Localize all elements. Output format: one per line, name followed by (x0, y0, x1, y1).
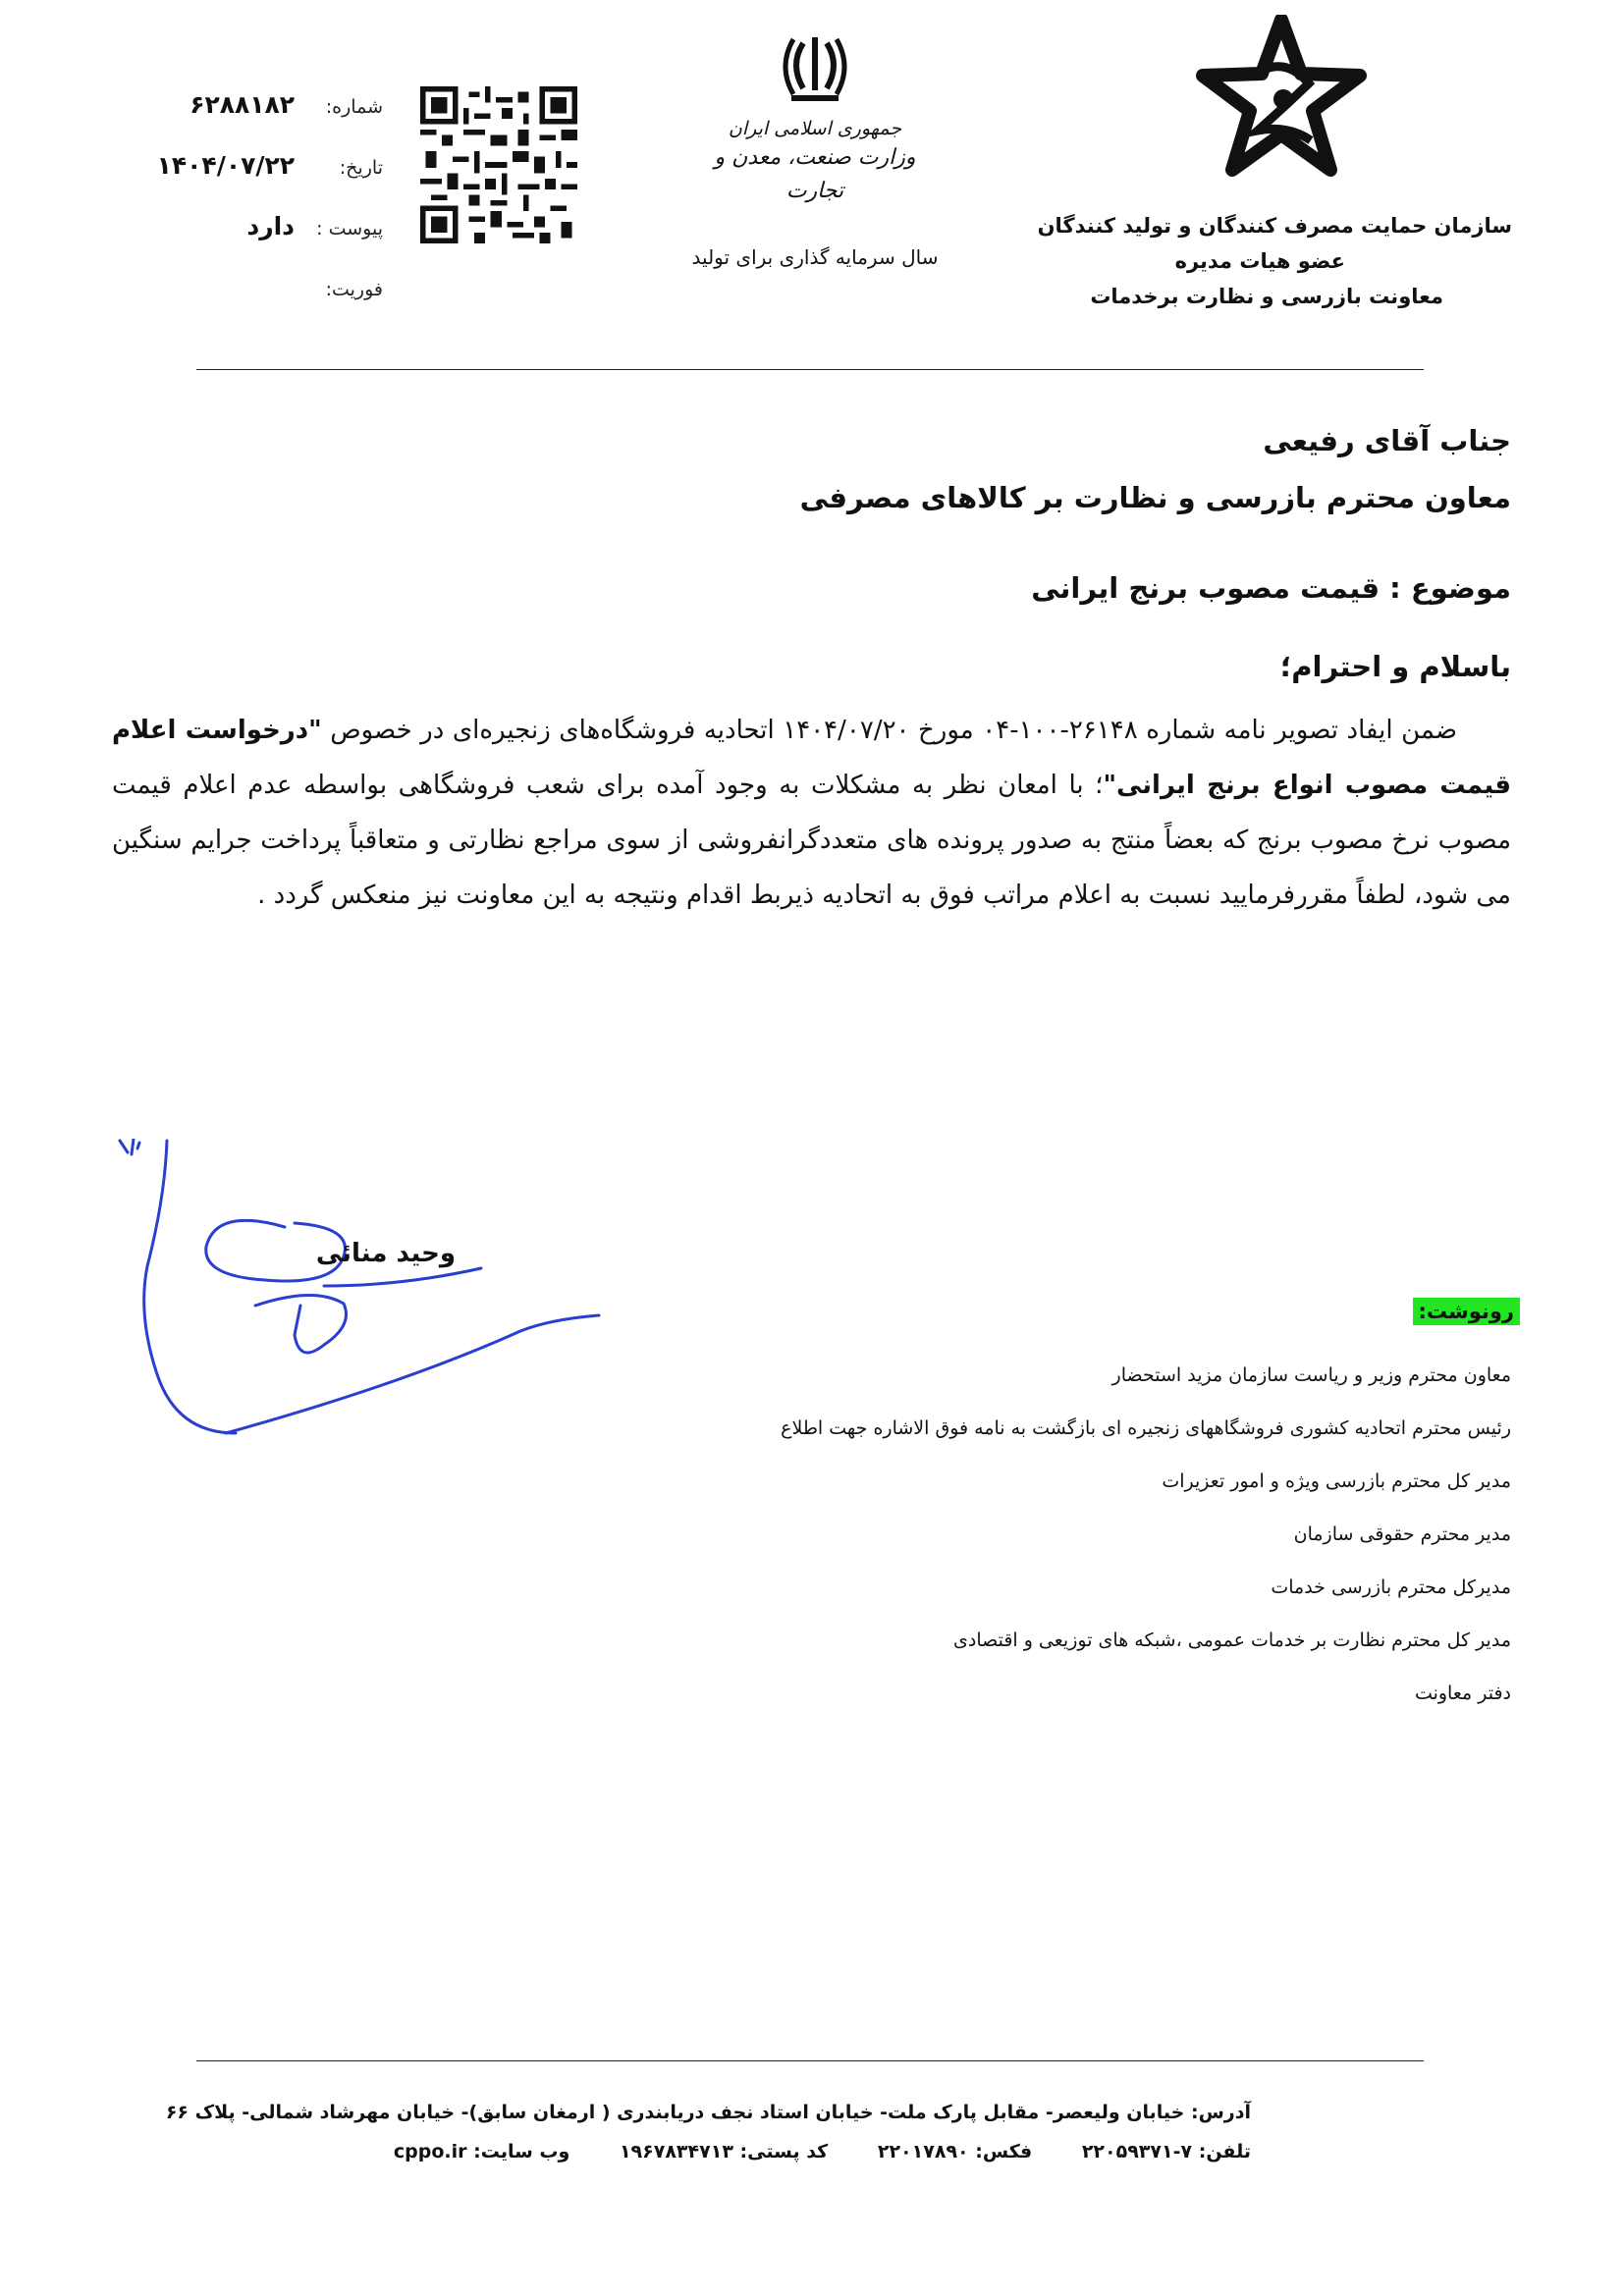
date-value: ۱۴۰۴/۰۷/۲۲ (156, 151, 295, 180)
meta-number-row (118, 90, 383, 151)
footer-website-link[interactable]: وب سایت: cppo.ir (393, 2141, 570, 2163)
cc-title: رونوشت: (1413, 1298, 1520, 1325)
meta-attachment-row (118, 212, 383, 273)
attachment-label: پیوست : (316, 218, 383, 240)
body-request-quote: "درخواست اعلام قیمت مصوب انواع برنج ایرانی" (112, 716, 1512, 800)
footer-contact-line (122, 2132, 1251, 2171)
year-slogan: سال سرمایه گذاری برای تولید (691, 245, 939, 269)
letter-subject: موضوع : قیمت مصوب برنج ایرانی (1031, 571, 1511, 605)
meta-urgency-row (118, 273, 383, 334)
cc-item: معاون محترم وزیر و ریاست سازمان مزید استحضار (1111, 1364, 1511, 1386)
date-label: تاریخ: (339, 157, 383, 179)
attachment-value: دارد (246, 212, 295, 240)
urgency-label: فوریت: (325, 279, 383, 300)
footer-address: آدرس: خیابان ولیعصر- مقابل پارک ملت- خیابان استاد نجف دریابندری ( ارمغان سابق)- خیابان مهرشاد شمالی- پلاک ۶۶ (165, 2102, 1251, 2123)
signer-name: وحید منائی (315, 1239, 456, 1268)
cc-item: دفتر معاونت (1414, 1682, 1511, 1704)
letter-greeting: باسلام و احترام؛ (1279, 650, 1511, 683)
cc-item: مدیر محترم حقوقی سازمان (1293, 1523, 1511, 1545)
footer-contact (122, 2093, 1251, 2171)
number-value: ۶۲۸۸۱۸۲ (189, 90, 295, 119)
ministry-logotype (687, 116, 943, 204)
organization-title-block (962, 208, 1512, 314)
national-emblem-icon (776, 29, 854, 108)
department-title: معاونت بازرسی و نظارت برخدمات (1090, 285, 1443, 308)
organization-logo (1193, 15, 1370, 182)
footer-fax: فکس: ۲۲۰۱۷۸۹۰ (877, 2141, 1033, 2163)
recipient-name: جناب آقای رفیعی (1263, 424, 1511, 457)
republic-name: جمهوری اسلامی ایران (728, 118, 902, 139)
ministry-name: وزارت صنعت، معدن و تجارت (714, 145, 916, 203)
recipient-block (333, 412, 1511, 526)
board-member-title: عضو هیات مدیره (1174, 249, 1345, 273)
number-label: شماره: (325, 96, 383, 118)
organization-name: سازمان حمایت مصرف کنندگان و تولید کنندگان (1037, 214, 1512, 238)
header-divider (196, 369, 1424, 370)
footer-postal-code: کد پستی: ۱۹۶۷۸۳۴۷۱۳ (619, 2141, 829, 2163)
footer-divider (196, 2060, 1424, 2061)
letter-body (112, 703, 1511, 923)
body-part-2: ؛ با امعان نظر به مشکلات به وجود آمده برای شعب فروشگاهی بواسطه عدم اعلام قیمت مصوب نرخ مصوب برنج که بعضاً منتج به صدور پرونده های متعددگرانفروشی از سوی مراجع نظارتی و متعاقباً پرداخت جرایم سنگین می شود، لطفاً مقررفرمایید نسبت به اعلام مراتب فوق به اتحادیه ذیربط اقدام ونتیجه به این معاونت نیز منعکس گردد . (112, 771, 1511, 910)
cc-item: مدیر کل محترم نظارت بر خدمات عمومی ،شبکه های توزیعی و اقتصادی (952, 1629, 1511, 1651)
meta-date-row (118, 151, 383, 212)
recipient-title: معاون محترم بازرسی و نظارت بر کالاهای مصرفی (799, 481, 1511, 514)
cc-item: مدیر کل محترم بازرسی ویژه و امور تعزیرات (1162, 1470, 1511, 1492)
qr-code (420, 86, 577, 243)
footer-phone: تلفن: ۷-۲۲۰۵۹۳۷۱ (1081, 2141, 1251, 2163)
cc-item: مدیرکل محترم بازرسی خدمات (1271, 1576, 1511, 1598)
cc-item: رئیس محترم اتحادیه کشوری فروشگاههای زنجیره ای بازگشت به نامه فوق الاشاره جهت اطلاع (781, 1417, 1511, 1439)
body-part-1: ضمن ایفاد تصویر نامه شماره ۲۶۱۴۸-۱۰۰-۰۴ مورخ ۱۴۰۴/۰۷/۲۰ اتحادیه فروشگاه‌های زنجیره‌ای در خصوص (330, 716, 1458, 745)
letter-meta (118, 90, 383, 334)
cc-list (431, 1349, 1511, 1720)
